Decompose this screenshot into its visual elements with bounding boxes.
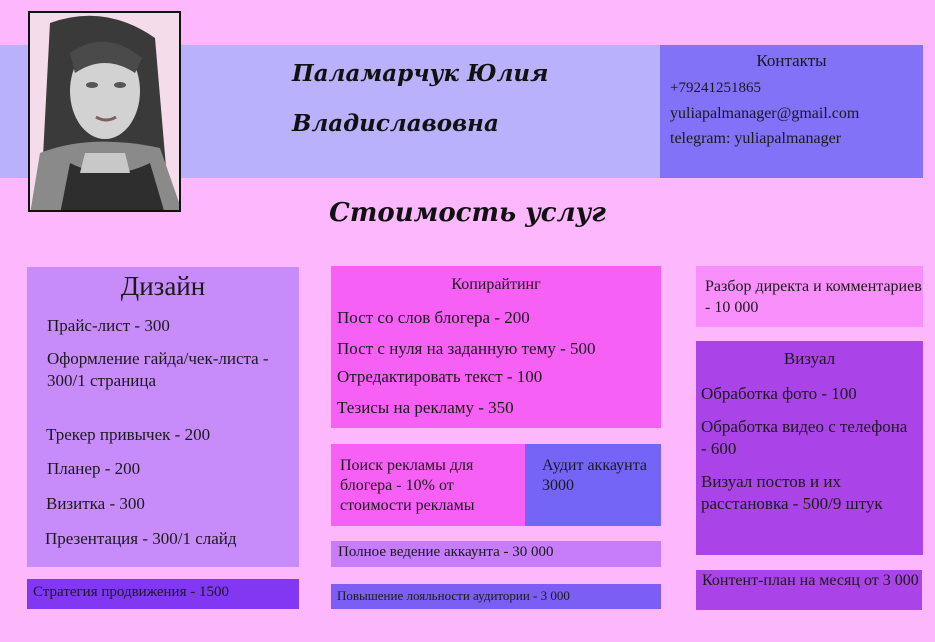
copywriting-item: Пост со слов блогера - 200 [337,308,530,327]
design-item: Планер - 200 [47,459,141,478]
copywriting-item: Тезисы на рекламу - 350 [337,398,514,417]
loyalty-card: Повышение лояльности аудитории - 3 000 [331,584,661,609]
copywriting-title: Копирайтинг [451,276,541,293]
design-item: Трекер привычек - 200 [46,425,211,444]
strategy-card: Стратегия продвижения - 1500 [27,579,299,609]
design-title: Дизайн [120,271,206,301]
content-plan-card: Контент-план на месяц от 3 000 [696,570,922,610]
profile-photo [28,11,181,212]
design-item: Оформление гайда/чек-листа - 300/1 страница [47,349,269,390]
contact-telegram: telegram: yuliapalmanager [670,130,842,147]
visual-item: Обработка видео с телефона - 600 [701,417,908,458]
contact-phone: +79241251865 [670,80,761,96]
copywriting-item: Пост с нуля на заданную тему - 500 [337,339,596,358]
copywriting-card [331,266,661,428]
visual-title: Визуал [783,349,836,368]
audit-card: Аудит аккаунта 3000 [525,444,661,526]
name-line-1: Паламарчук Юлия [292,60,549,87]
visual-item: Обработка фото - 100 [701,384,857,403]
design-item: Визитка - 300 [46,494,145,513]
contacts-panel [660,45,923,178]
direct-review-card: Разбор директа и комментариев - 10 000 [696,266,923,327]
design-item: Прайс-лист - 300 [47,316,170,335]
visual-card [696,341,923,555]
page-title: Стоимость услуг [329,198,606,228]
ads-search-card: Поиск рекламы для блогера - 10% от стоимости рекламы [331,444,525,526]
copywriting-item: Отредактировать текст - 100 [337,367,543,386]
visual-item: Визуал постов и их расстановка - 500/9 штук [701,472,883,513]
design-item: Презентация - 300/1 слайд [45,529,237,548]
portrait-image [30,13,181,212]
contacts-title: Контакты [756,51,827,70]
contact-email: yuliapalmanager@gmail.com [670,105,860,122]
name-line-2: Владиславовна [292,110,499,137]
full-management-card: Полное ведение аккаунта - 30 000 [331,541,661,567]
design-card [27,267,299,567]
